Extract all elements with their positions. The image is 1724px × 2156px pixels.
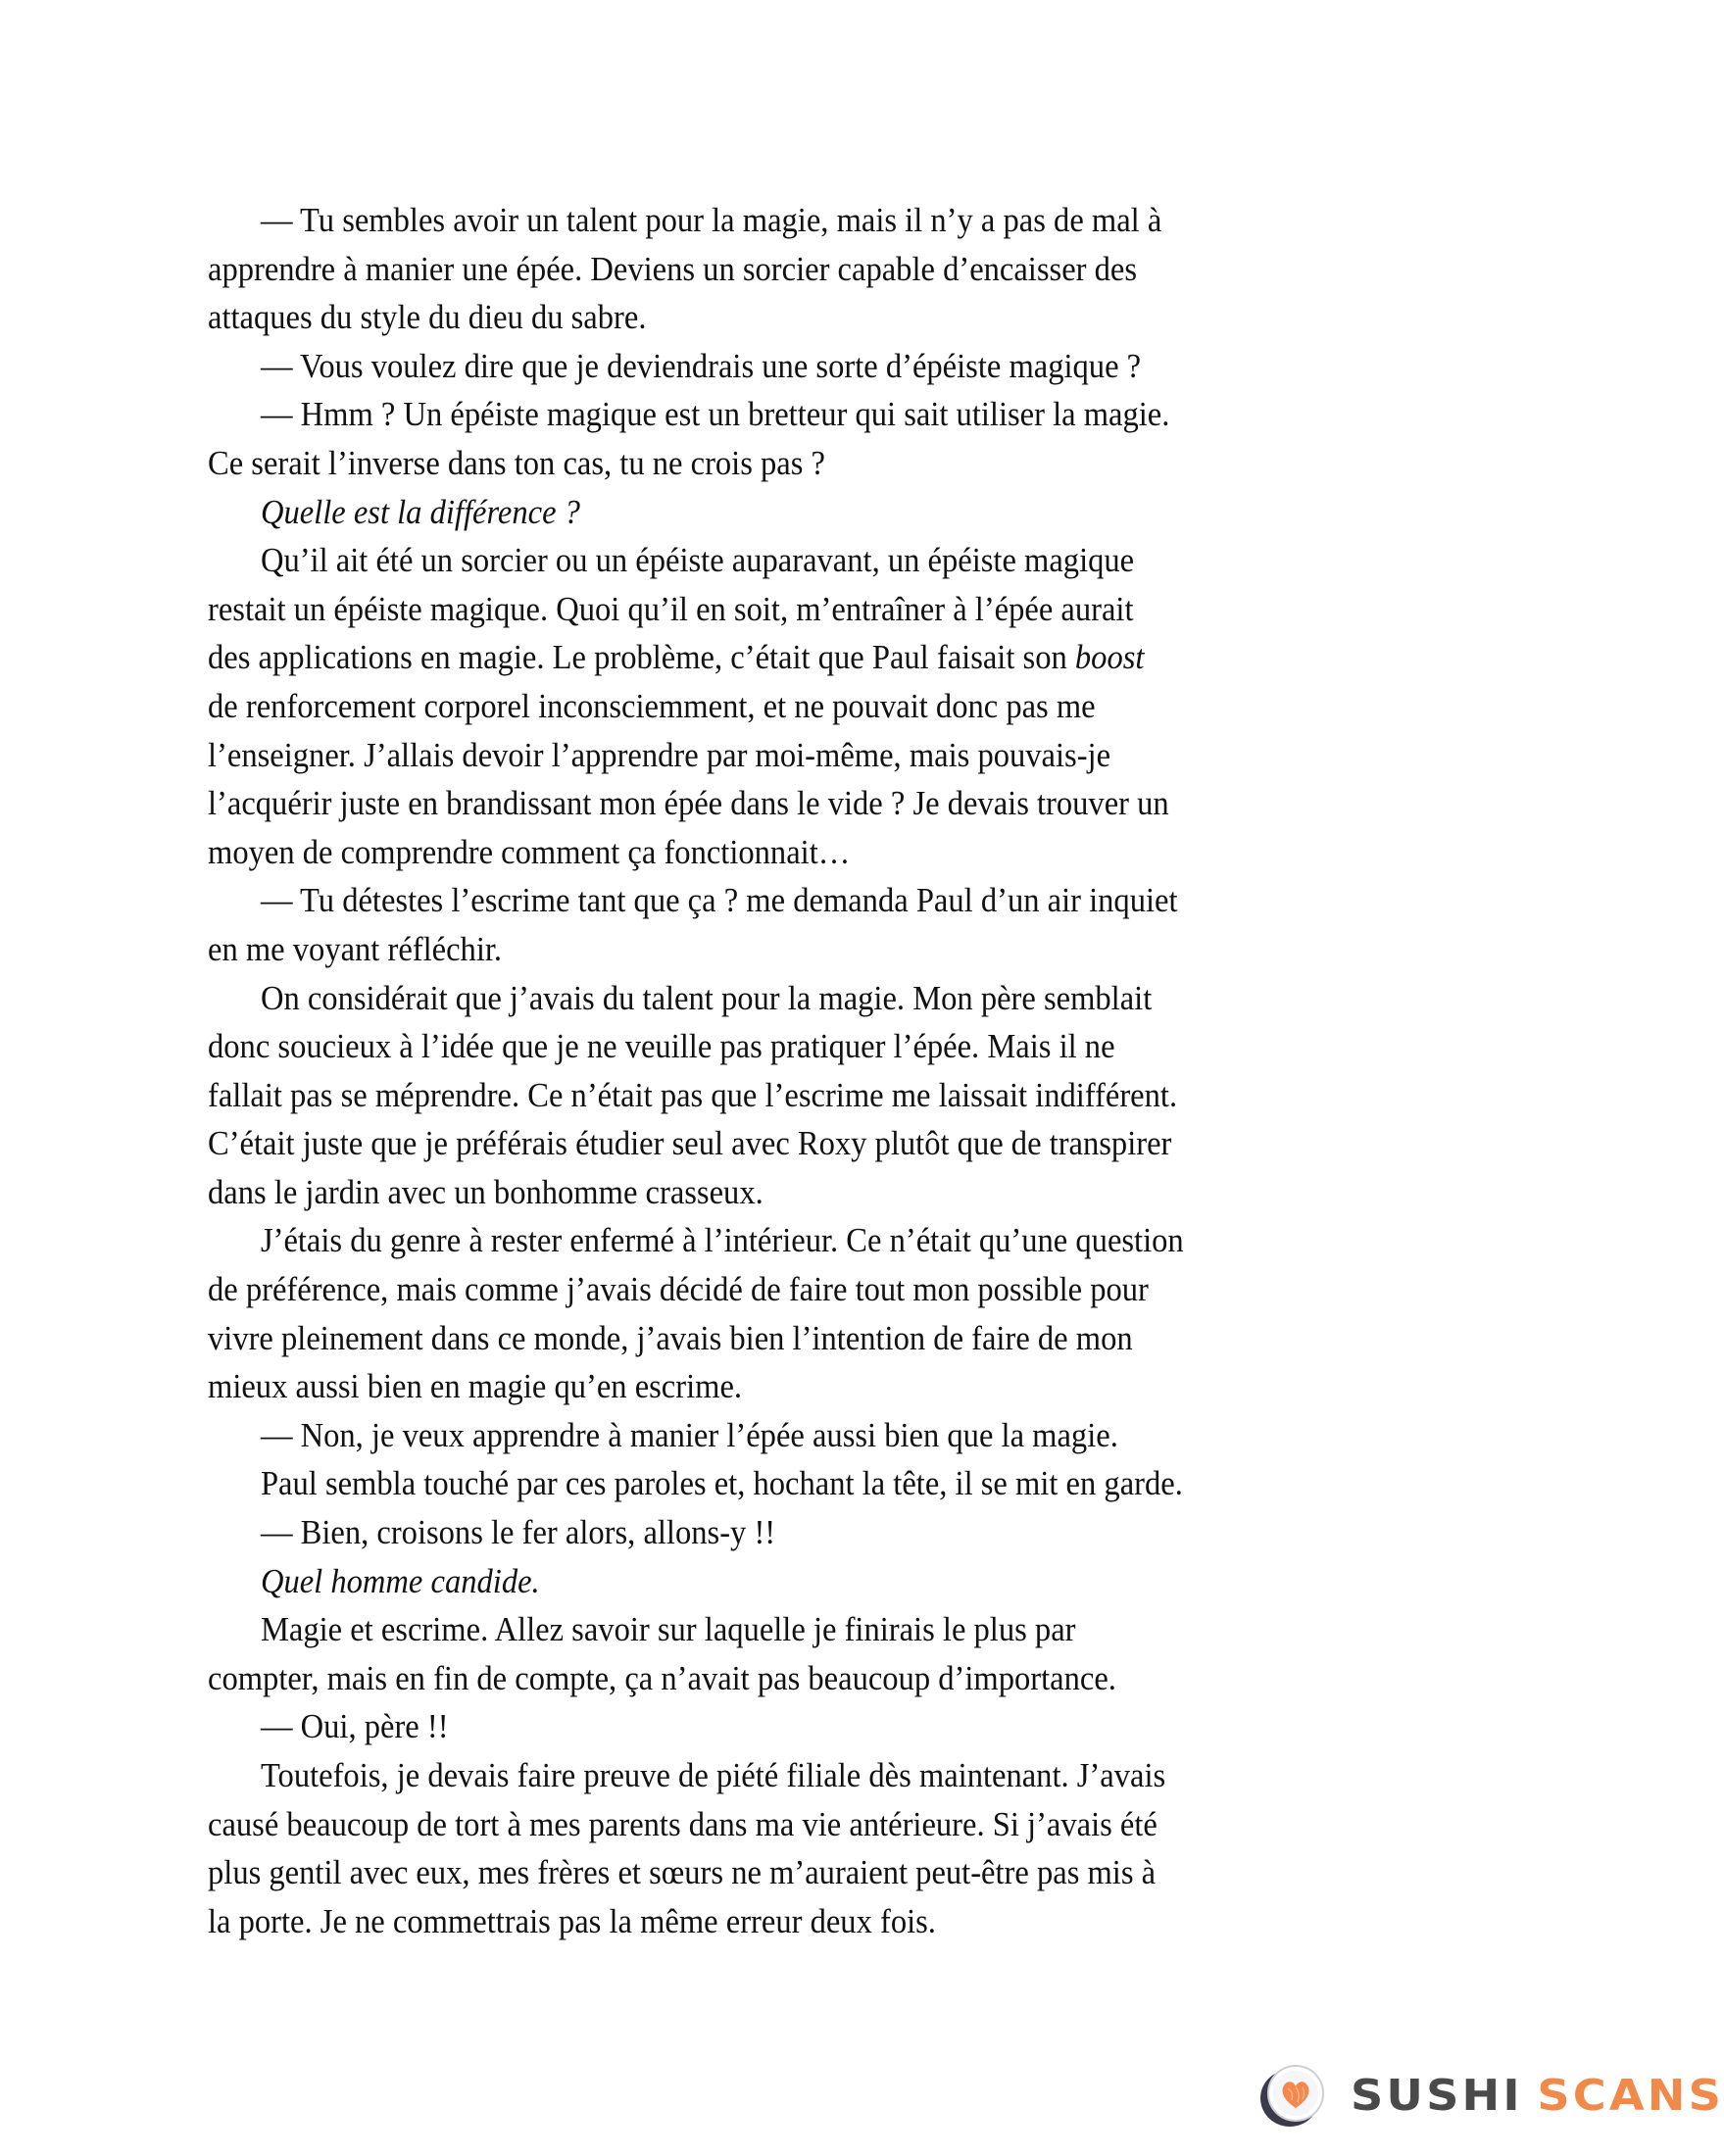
text-line-content: causé beaucoup de tort à mes parents dans ma vie antérieure. Si j’avais été (208, 1804, 1158, 1843)
text-line (208, 731, 1393, 780)
text-line-content: — Tu détestes l’escrime tant que ça ? me demanda Paul d’un air inquiet (260, 881, 1178, 920)
text-line (208, 585, 1393, 634)
sushi-roll-heart-icon (1256, 2061, 1329, 2130)
text-line-content: Toutefois, je devais faire preuve de piété filiale dès maintenant. J’avais (260, 1756, 1166, 1794)
text-line-content: l’enseigner. J’allais devoir l’apprendre par moi-même, mais pouvais-je (208, 735, 1111, 774)
text-line-content: Paul sembla touché par ces paroles et, hochant la tête, il se mit en garde. (260, 1464, 1183, 1503)
text-line-content: — Oui, père !! (260, 1707, 449, 1746)
text-line-content: en me voyant réfléchir. (208, 929, 503, 968)
text-line (208, 1848, 1393, 1897)
text-line (208, 1071, 1393, 1120)
text-line (208, 1314, 1393, 1363)
text-line-content: des applications en magie. Le problème, c’était que Paul faisait son (208, 638, 1075, 677)
watermark-word-sushi: SUSHI (1351, 2070, 1523, 2121)
text-line-content: J’étais du genre à rester enfermé à l’intérieur. Ce n’était qu’une question (260, 1221, 1184, 1260)
text-line (208, 1459, 1393, 1508)
text-line-content: moyen de comprendre comment ça fonctionnait… (208, 832, 851, 871)
italic-word: boost (1074, 638, 1145, 677)
text-line-content: mieux aussi bien en magie qu’en escrime. (208, 1367, 743, 1406)
text-line-content: vivre pleinement dans ce monde, j’avais bien l’intention de faire de mon (208, 1318, 1133, 1357)
text-line (208, 876, 1393, 925)
watermark-word-scans: SCANS (1537, 2070, 1724, 2121)
text-line (208, 1265, 1393, 1314)
text-line (208, 390, 1393, 439)
text-line-content: — Hmm ? Un épéiste magique est un bretteur qui sait utiliser la magie. (260, 395, 1170, 434)
text-line-content: dans le jardin avec un bonhomme crasseux. (208, 1172, 763, 1211)
text-line (208, 1605, 1393, 1654)
text-line (208, 925, 1393, 974)
text-line (208, 974, 1393, 1023)
text-line-content: On considérait que j’avais du talent pour la magie. Mon père semblait (260, 978, 1153, 1017)
text-line-content: — Non, je veux apprendre à manier l’épée aussi bien que la magie. (260, 1415, 1118, 1454)
text-line-content: Qu’il ait été un sorcier ou un épéiste auparavant, un épéiste magique (260, 541, 1135, 580)
text-line-content: l’acquérir juste en brandissant mon épée dans le vide ? Je devais trouver un (208, 784, 1169, 823)
text-line-content: — Vous voulez dire que je deviendrais une sorte d’épéiste magique ? (260, 346, 1142, 385)
text-line (208, 779, 1393, 828)
text-line-content: la porte. Je ne commettrais pas la même erreur deux fois. (208, 1901, 936, 1940)
text-line (208, 293, 1393, 342)
text-line (208, 342, 1393, 391)
text-line (208, 1216, 1393, 1265)
text-line (208, 1168, 1393, 1217)
text-line (208, 488, 1393, 537)
text-line (208, 828, 1393, 877)
text-line-content: fallait pas se méprendre. Ce n’était pas que l’escrime me laissait indifférent. (208, 1075, 1178, 1114)
text-line (208, 245, 1393, 294)
text-line-content: de préférence, mais comme j’avais décidé de faire tout mon possible pour (208, 1270, 1149, 1309)
text-line-content: — Bien, croisons le fer alors, allons-y !! (260, 1513, 776, 1552)
document-page (208, 196, 1482, 1945)
text-line (208, 536, 1393, 585)
text-line-content: de renforcement corporel inconsciemment, et ne pouvait donc pas me (208, 686, 1096, 725)
sushi-scans-watermark (1256, 2056, 1724, 2134)
text-line (208, 1119, 1393, 1168)
text-line-content: Quel homme candide. (260, 1561, 540, 1600)
text-line (208, 1897, 1393, 1946)
text-line (208, 439, 1393, 488)
text-line (208, 633, 1393, 682)
text-line (208, 682, 1393, 731)
text-line (208, 196, 1393, 245)
text-line (208, 1022, 1393, 1071)
text-line-content: Quelle est la différence ? (260, 492, 580, 531)
text-line-content: plus gentil avec eux, mes frères et sœurs ne m’auraient peut-être pas mis à (208, 1853, 1157, 1892)
text-line (208, 1557, 1393, 1606)
text-line-content: Magie et escrime. Allez savoir sur laquelle je finirais le plus par (260, 1610, 1076, 1649)
text-line-content: C’était juste que je préférais étudier seul avec Roxy plutôt que de transpirer (208, 1124, 1172, 1163)
text-line-content: attaques du style du dieu du sabre. (208, 298, 647, 337)
text-line (208, 1800, 1393, 1849)
text-line (208, 1411, 1393, 1460)
watermark-text (1351, 2071, 1724, 2121)
text-line (208, 1702, 1393, 1751)
text-line (208, 1751, 1393, 1800)
text-line (208, 1654, 1393, 1703)
text-line-content: — Tu sembles avoir un talent pour la magie, mais il n’y a pas de mal à (260, 201, 1162, 239)
text-line-content: compter, mais en fin de compte, ça n’avait pas beaucoup d’importance. (208, 1658, 1116, 1697)
text-line-content: donc soucieux à l’idée que je ne veuille pas pratiquer l’épée. Mais il ne (208, 1027, 1115, 1066)
text-line (208, 1508, 1393, 1557)
text-line-content: Ce serait l’inverse dans ton cas, tu ne crois pas ? (208, 443, 826, 482)
text-line-content: apprendre à manier une épée. Deviens un sorcier capable d’encaisser des (208, 249, 1138, 288)
text-line-content: restait un épéiste magique. Quoi qu’il en soit, m’entraîner à l’épée aurait (208, 589, 1134, 628)
text-line (208, 1362, 1393, 1411)
